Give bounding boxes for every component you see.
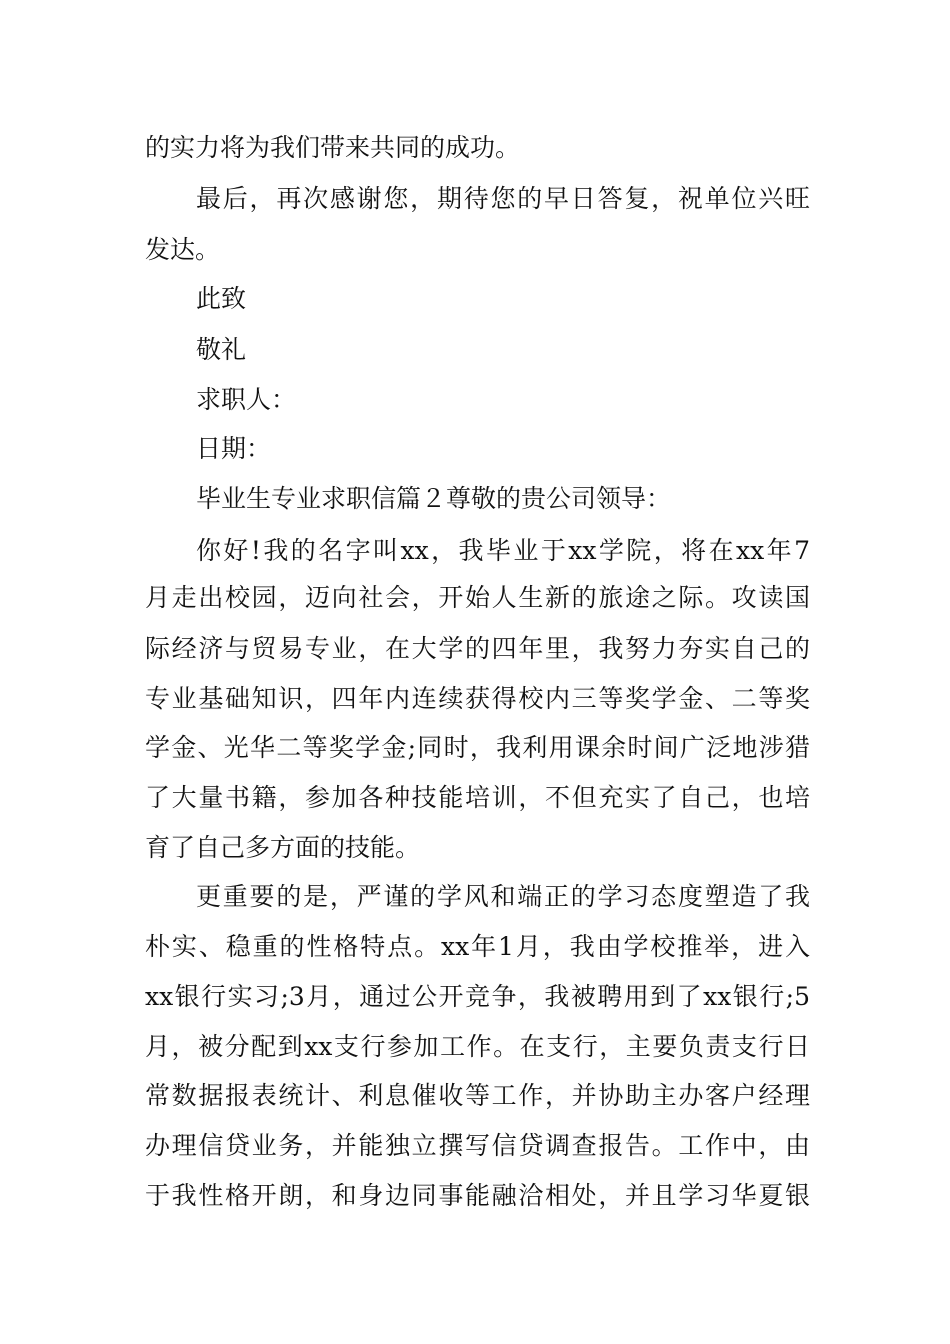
text-line: 此致 <box>196 284 247 313</box>
text-line: 育了自己多方面的技能。 <box>145 833 421 862</box>
text-line: 了大量书籍，参加各种技能培训，不但充实了自己，也培 <box>145 783 810 812</box>
text-line: 日期： <box>196 434 272 463</box>
text-line: 敬礼 <box>196 335 247 364</box>
text-line: 最后，再次感谢您，期待您的早日答复，祝单位兴旺 <box>196 184 810 213</box>
text-line: xx银行实习;3月，通过公开竞争，我被聘用到了xx银行;5 <box>145 982 810 1011</box>
text-line: 专业基础知识，四年内连续获得校内三等奖学金、二等奖 <box>145 684 810 713</box>
text-line: 发达。 <box>145 235 221 264</box>
text-line: 际经济与贸易专业，在大学的四年里，我努力夯实自己的 <box>145 634 810 663</box>
text-line: 常数据报表统计、利息催收等工作，并协助主办客户经理 <box>145 1081 810 1110</box>
text-line: 更重要的是，严谨的学风和端正的学习态度塑造了我 <box>196 882 810 911</box>
text-line: 办理信贷业务，并能独立撰写信贷调查报告。工作中，由 <box>145 1131 810 1160</box>
text-line: 你好!我的名字叫xx，我毕业于xx学院，将在xx年7 <box>196 536 810 565</box>
text-line: 毕业生专业求职信篇２尊敬的贵公司领导： <box>196 484 672 513</box>
text-line: 朴实、稳重的性格特点。xx年1月，我由学校推举，进入 <box>145 932 810 961</box>
text-line: 求职人： <box>196 385 297 414</box>
text-line: 的实力将为我们带来共同的成功。 <box>145 133 521 162</box>
text-line: 月走出校园，迈向社会，开始人生新的旅途之际。攻读国 <box>145 583 810 612</box>
text-line: 月，被分配到xx支行参加工作。在支行，主要负责支行日 <box>145 1032 810 1061</box>
text-line: 于我性格开朗，和身边同事能融洽相处，并且学习华夏银 <box>145 1181 810 1210</box>
text-line: 学金、光华二等奖学金;同时，我利用课余时间广泛地涉猎 <box>145 733 810 762</box>
